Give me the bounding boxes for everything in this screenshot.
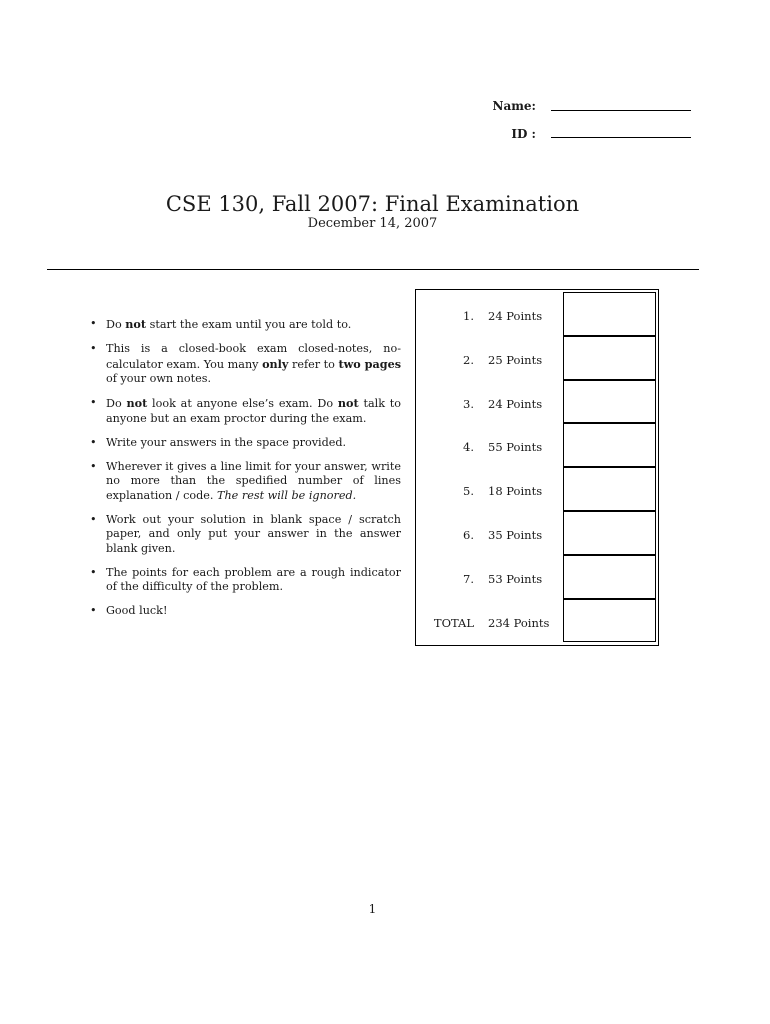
bullet-icon: • [90, 512, 97, 526]
instruction-item: • Do not start the exam until you are told to. [90, 317, 352, 331]
problem-points: 53 Points [488, 571, 543, 586]
problem-number: 1. [463, 309, 474, 323]
emphasis-bold: not [337, 396, 359, 410]
score-row [416, 599, 658, 643]
problem-points: 55 Points [488, 440, 543, 455]
instruction-item: • Good luck! [90, 604, 168, 617]
instruction-item: • This is a closed-book exam closed-notes, no-calculator exam. You many only refer to two pages of your own notes. [90, 342, 401, 385]
problem-number: 6. [463, 528, 474, 542]
problem-number: TOTAL [433, 615, 474, 630]
score-entry-box[interactable] [563, 555, 656, 599]
exam-date: December 14, 2007 [307, 216, 438, 231]
problem-number: 3. [463, 396, 474, 411]
page-number: 1 [368, 902, 377, 916]
instruction-item: • Do not look at anyone else’s exam. Do not talk to anyone but an exam proctor during the exam. [90, 396, 401, 425]
score-entry-box[interactable] [563, 599, 656, 643]
problem-number: 7. [463, 571, 474, 586]
bullet-icon: • [90, 342, 97, 355]
instruction-item: • Work out your solution in blank space / scratch paper, and only put your answer in the answer blank given. [90, 512, 401, 555]
emphasis-bold: two pages [338, 356, 401, 371]
emphasis-bold: not [126, 396, 148, 410]
problem-points: 24 Points [488, 309, 543, 323]
score-row [416, 292, 658, 336]
score-row [416, 511, 658, 555]
problem-number: 5. [463, 484, 474, 499]
score-row [416, 423, 658, 467]
score-row [416, 336, 658, 380]
name-field[interactable] [551, 110, 691, 111]
bullet-icon: • [90, 459, 97, 473]
score-row [416, 380, 658, 424]
name-label: Name: [492, 99, 536, 113]
emphasis-bold: only [262, 356, 289, 371]
problem-points: 25 Points [488, 352, 543, 367]
score-entry-box[interactable] [563, 423, 656, 467]
id-label: ID : [511, 127, 536, 141]
bullet-icon: • [90, 396, 97, 409]
bullet-icon: • [90, 435, 97, 449]
problem-number: 2. [463, 352, 474, 367]
bullet-icon: • [90, 317, 97, 330]
score-table [415, 289, 659, 646]
score-row [416, 467, 658, 511]
score-entry-box[interactable] [563, 292, 656, 336]
instruction-item: • Write your answers in the space provided. [90, 435, 347, 449]
page-title: CSE 130, Fall 2007: Final Examination [165, 192, 580, 216]
problem-points: 234 Points [488, 615, 550, 630]
emphasis-bold: not [125, 317, 147, 331]
bullet-icon: • [90, 565, 97, 579]
score-entry-box[interactable] [563, 511, 656, 555]
instruction-item: • Wherever it gives a line limit for your answer, write no more than the spedified number of lines explanation / code. The rest will be ignored. [90, 459, 401, 502]
score-entry-box[interactable] [563, 467, 656, 511]
problem-number: 4. [463, 440, 474, 455]
emphasis-italic: The rest will be ignored. [217, 488, 357, 502]
score-entry-box[interactable] [563, 380, 656, 424]
bullet-icon: • [90, 604, 97, 617]
title-divider [47, 269, 699, 270]
instruction-item: • The points for each problem are a rough indicator of the difficulty of the problem. [90, 565, 401, 593]
id-field[interactable] [551, 137, 691, 138]
problem-points: 18 Points [488, 484, 543, 499]
score-entry-box[interactable] [563, 336, 656, 380]
instructions-list [90, 317, 401, 628]
problem-points: 35 Points [488, 528, 543, 542]
score-row [416, 555, 658, 599]
problem-points: 24 Points [488, 396, 543, 411]
